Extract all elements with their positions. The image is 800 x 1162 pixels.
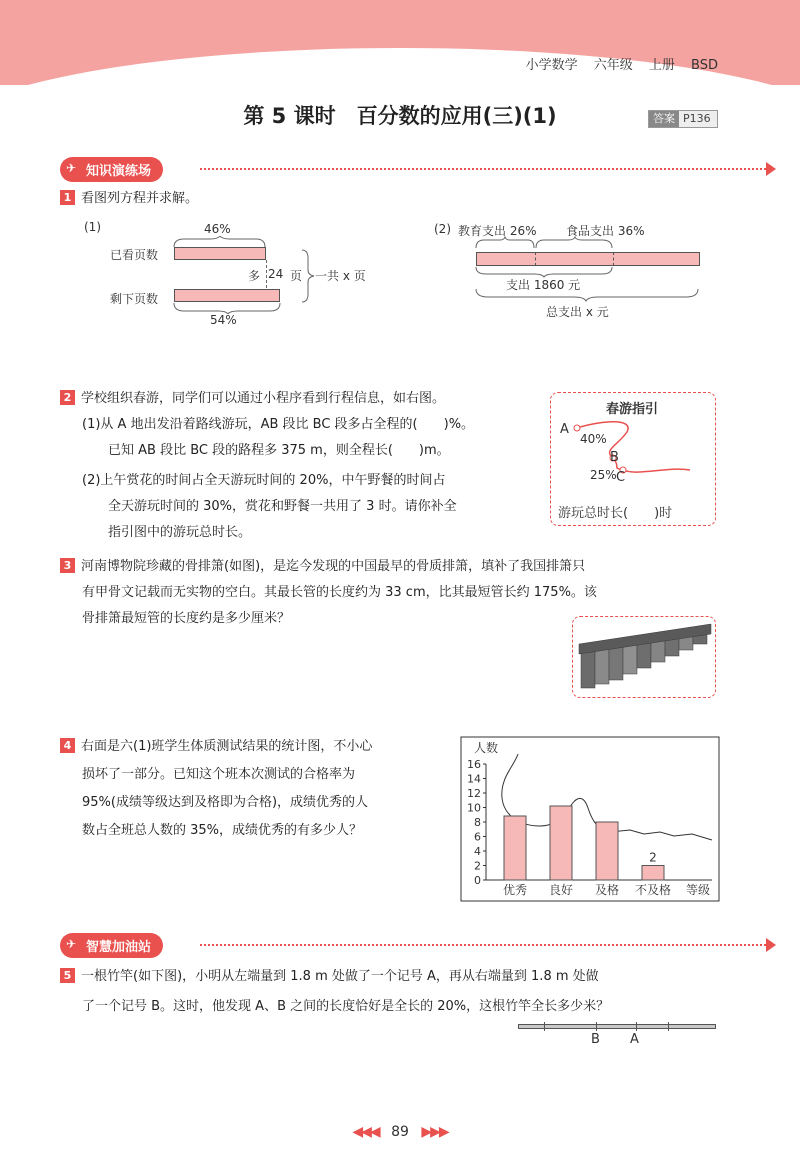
x-category-label: 不及格	[634, 883, 672, 897]
y-tick-label: 4	[474, 845, 481, 858]
question-1: 1 看图列方程并求解。	[60, 186, 198, 212]
fig2-total-brace	[474, 288, 704, 302]
guide-title: 春游指引	[606, 402, 659, 417]
answer-page: P136	[683, 112, 711, 125]
chart-frame	[461, 737, 719, 901]
fig2-edu: 教育支出 26%	[458, 224, 537, 238]
bar-1	[550, 806, 572, 880]
guide-b: B	[610, 450, 619, 465]
q5-line-2: 了一个记号 B。这时，他发现 A、B 之间的长度恰好是全长的 20%，这根竹竿全长多少米？	[82, 999, 610, 1014]
fig1-pct-bottom: 54%	[210, 313, 237, 327]
guide-c: C	[616, 470, 626, 485]
question-4: 4 右面是六(1)班学生体质测试结果的统计图，不小心	[60, 734, 372, 760]
question-number: 5	[60, 968, 75, 983]
question-number: 1	[60, 190, 75, 205]
runner-icon: ✈	[66, 160, 77, 175]
section-divider	[200, 168, 770, 170]
fig1-pct-top: 46%	[204, 222, 231, 236]
y-tick-label: 14	[467, 772, 481, 786]
guide-route	[555, 412, 715, 492]
section-header-2: ✈ 智慧加油站	[60, 932, 740, 958]
answer-label: 答案	[649, 111, 679, 127]
volume: 上册	[648, 58, 675, 73]
test-result-chart	[460, 736, 720, 902]
q2-line-6: 指引图中的游玩总时长。	[108, 525, 252, 540]
bar-3	[642, 866, 664, 881]
page-title: 第 5 课时 百分数的应用(三)(1)	[243, 104, 557, 128]
question-number: 3	[60, 558, 75, 573]
q2-line-5: 全天游玩时间的 30%，赏花和野餐一共用了 3 时。请你补全	[108, 499, 457, 514]
x-category-label: 优秀	[502, 883, 528, 897]
y-axis-label: 人数	[474, 741, 499, 755]
y-tick-label: 16	[467, 758, 481, 771]
page-number: 89	[391, 1124, 409, 1140]
fig2-top-braces	[474, 236, 614, 250]
fig1-left-label: 剩下页数	[110, 292, 159, 306]
fig1-total: 一共 x 页	[315, 269, 366, 283]
bar-data-label: 2	[649, 850, 657, 865]
question-number: 2	[60, 390, 75, 405]
y-tick-label: 6	[474, 830, 481, 844]
arrow-icon	[766, 938, 776, 952]
q3-line-2: 有甲骨文记载而无实物的空白。其最长管的长度约为 33 cm，比其最短管长约 175%。该	[82, 585, 597, 600]
mark-a-tick	[636, 1022, 637, 1031]
question-2: 2 学校组织春游，同学们可以通过小程序看到行程信息，如右图。	[60, 386, 445, 412]
x-axis-label: 等级	[686, 883, 711, 897]
fig1-diff: 24	[268, 267, 284, 281]
q4-line-2: 损坏了一部分。已知这个班本次测试的合格率为	[82, 767, 356, 782]
bamboo-pole	[518, 1024, 716, 1029]
guide-p1: 40%	[580, 432, 607, 446]
page-footer	[0, 1124, 800, 1140]
arrow-icon	[766, 162, 776, 176]
question-number: 4	[60, 738, 75, 753]
guide-total: 游玩总时长( )时	[558, 506, 673, 521]
mark-b-label: B	[591, 1032, 600, 1047]
mark-b-tick	[596, 1022, 597, 1031]
guide-p2: 25%	[590, 468, 617, 482]
guide-a: A	[560, 422, 569, 437]
subject: 小学数学	[525, 58, 578, 73]
bar-2	[596, 822, 618, 880]
section-header-1: ✈ 知识演练场	[60, 156, 740, 182]
bar-0	[504, 816, 526, 880]
y-tick-label: 12	[467, 787, 481, 800]
q4-line-3: 95%(成绩等级达到及格即为合格)，成绩优秀的人	[82, 795, 369, 810]
question-5: 5 一根竹竿(如下图)，小明从左端量到 1.8 m 处做了一个记号 A，再从右端量到 1.8 m 处做	[60, 964, 599, 990]
point-a	[574, 425, 580, 431]
fig1-read-bar	[174, 247, 266, 260]
runner-icon: ✈	[66, 936, 77, 951]
fig1-right-brace	[300, 248, 316, 304]
q2-line-3: 已知 AB 段比 BC 段的路程多 375 m，则全程长( )m。	[108, 443, 450, 458]
fig2-total: 总支出 x 元	[546, 305, 609, 319]
fig1-more: 多	[248, 269, 261, 283]
fig2-spend: 支出 1860 元	[506, 278, 581, 292]
fig1-read-label: 已看页数	[110, 248, 159, 262]
y-tick-label: 8	[474, 816, 481, 829]
prev-arrows-icon[interactable]: ◀◀◀	[352, 1124, 379, 1140]
next-arrows-icon[interactable]: ▶▶▶	[421, 1124, 448, 1140]
fig2-tag: (2)	[434, 222, 451, 236]
bone-panpipe-image	[576, 620, 714, 694]
q2-line-2: (1)从 A 地出发沿着路线游玩，AB 段比 BC 段多占全程的( )%。	[82, 417, 475, 432]
question-3: 3 河南博物院珍藏的骨排箫(如图)，是迄今发现的中国最早的骨质排箫，填补了我国排箫只	[60, 554, 585, 580]
grade: 六年级	[593, 58, 633, 73]
y-tick-label: 10	[467, 801, 481, 815]
fig1-tag: (1)	[84, 220, 101, 234]
y-tick-label: 2	[474, 859, 481, 873]
q3-line-3: 骨排箫最短管的长度约是多少厘米？	[82, 611, 291, 626]
answer-reference[interactable]	[648, 110, 718, 128]
q2-line-4: (2)上午赏花的时间占全天游玩时间的 20%，中午野餐的时间占	[82, 473, 446, 488]
fig2-food: 食品支出 36%	[566, 224, 645, 238]
fig1-diff-unit: 页	[290, 269, 303, 283]
y-tick-label: 0	[474, 874, 481, 887]
mark-a-label: A	[630, 1032, 639, 1047]
edition: BSD	[691, 58, 718, 73]
section-divider	[200, 944, 770, 946]
fig2-bar	[476, 252, 700, 266]
fig1-left-bar	[174, 289, 280, 302]
q4-line-4: 数占全班总人数的 35%，成绩优秀的有多少人？	[82, 823, 363, 838]
header-info	[514, 54, 718, 73]
x-category-label: 良好	[548, 883, 574, 897]
x-category-label: 及格	[594, 883, 620, 897]
